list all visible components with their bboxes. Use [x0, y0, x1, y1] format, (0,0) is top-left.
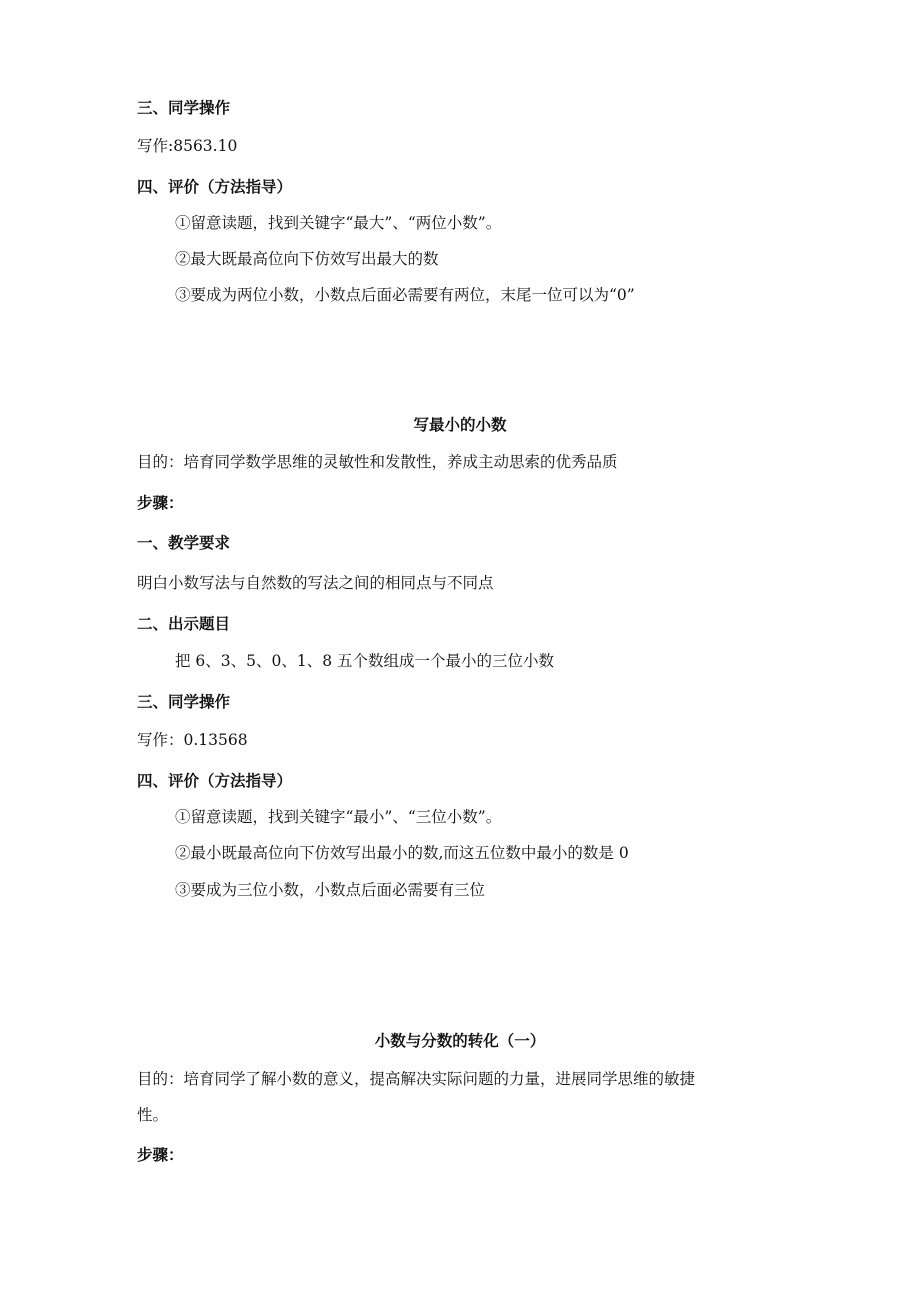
section-heading-operation: 三、同学操作	[137, 693, 231, 711]
evaluation-item: ①留意读题，找到关键字“最小”、“三位小数”。	[175, 808, 502, 826]
evaluation-item: ③要成为三位小数，小数点后面必需要有三位	[175, 881, 486, 899]
section-title: 写最小的小数	[413, 416, 507, 434]
evaluation-item: ③要成为两位小数，小数点后面必需要有两位，末尾一位可以为“0”	[175, 286, 635, 304]
operation-text: 写作：0.13568	[137, 731, 248, 749]
steps-label: 步骤：	[137, 494, 184, 512]
section-heading-evaluation: 四、评价（方法指导）	[137, 772, 293, 790]
question-text: 把 6、3、5、0、1、8 五个数组成一个最小的三位小数	[175, 652, 555, 670]
purpose-text: 目的：培育同学数学思维的灵敏性和发散性，养成主动思索的优秀品质	[137, 453, 618, 471]
section-heading-evaluation: 四、评价（方法指导）	[137, 178, 293, 196]
section-heading-operation: 三、同学操作	[137, 99, 231, 117]
purpose-text: 目的：培育同学了解小数的意义，提高解决实际问题的力量，进展同学思维的敏捷	[137, 1070, 696, 1088]
evaluation-item: ①留意读题，找到关键字“最大”、“两位小数”。	[175, 214, 502, 232]
evaluation-item: ②最小既最高位向下仿效写出最小的数,而这五位数中最小的数是 0	[175, 844, 629, 862]
steps-label: 步骤：	[137, 1146, 184, 1164]
evaluation-item: ②最大既最高位向下仿效写出最大的数	[175, 250, 439, 268]
section-heading-question: 二、出示题目	[137, 615, 231, 633]
section-title: 小数与分数的转化（一）	[374, 1032, 546, 1050]
section-heading-requirement: 一、教学要求	[137, 534, 231, 552]
requirement-text: 明白小数写法与自然数的写法之间的相同点与不同点	[137, 574, 494, 592]
purpose-text-continued: 性。	[137, 1106, 169, 1124]
operation-text: 写作:8563.10	[137, 137, 238, 155]
